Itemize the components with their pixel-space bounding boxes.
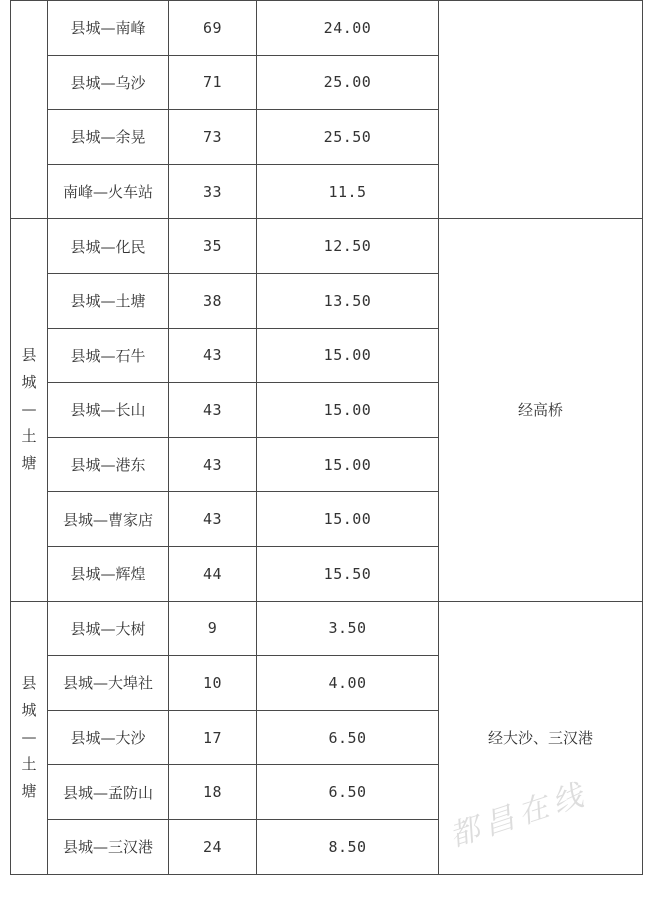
group-label-char: 塘: [21, 454, 37, 473]
group-label-char: —: [21, 400, 37, 419]
fare-cell: 15.00: [257, 437, 439, 492]
route-cell: 县城—化民: [48, 219, 169, 274]
fare-cell: 15.00: [257, 492, 439, 547]
route-note-cell: [439, 1, 643, 219]
distance-cell: 17: [169, 710, 257, 765]
group-label-cell: [11, 601, 48, 874]
distance-cell: 43: [169, 383, 257, 438]
route-cell: 县城—大埠社: [48, 656, 169, 711]
group-label-char: 城: [21, 701, 37, 720]
route-cell: 县城—曹家店: [48, 492, 169, 547]
group-label-cell: [11, 1, 48, 219]
route-note-cell: 经大沙、三汉港: [439, 601, 643, 874]
route-cell: 县城—孟防山: [48, 765, 169, 820]
fare-cell: 25.50: [257, 110, 439, 165]
group-label-char: 县: [21, 674, 37, 693]
route-cell: 县城—乌沙: [48, 55, 169, 110]
table-row: [11, 601, 643, 656]
fare-cell: 3.50: [257, 601, 439, 656]
group-label-char: 县: [21, 346, 37, 365]
route-note-cell: 经高桥: [439, 219, 643, 601]
group-label-char: 土: [21, 755, 37, 774]
fare-cell: 15.00: [257, 328, 439, 383]
route-cell: 县城—土塘: [48, 273, 169, 328]
group-label-char: 城: [21, 373, 37, 392]
distance-cell: 69: [169, 1, 257, 56]
fare-cell: 8.50: [257, 819, 439, 874]
distance-cell: 44: [169, 546, 257, 601]
distance-cell: 33: [169, 164, 257, 219]
route-cell: 县城—大树: [48, 601, 169, 656]
fare-cell: 12.50: [257, 219, 439, 274]
distance-cell: 43: [169, 437, 257, 492]
distance-cell: 73: [169, 110, 257, 165]
group-label: [21, 336, 37, 483]
fare-table: [10, 0, 643, 875]
fare-cell: 24.00: [257, 1, 439, 56]
group-label-char: 塘: [21, 782, 37, 801]
table-row: [11, 219, 643, 274]
route-cell: 县城—港东: [48, 437, 169, 492]
fare-cell: 15.50: [257, 546, 439, 601]
route-cell: 县城—三汉港: [48, 819, 169, 874]
fare-cell: 6.50: [257, 710, 439, 765]
route-cell: 县城—南峰: [48, 1, 169, 56]
group-label-char: —: [21, 728, 37, 747]
route-cell: 南峰—火车站: [48, 164, 169, 219]
route-cell: 县城—大沙: [48, 710, 169, 765]
fare-cell: 15.00: [257, 383, 439, 438]
distance-cell: 43: [169, 328, 257, 383]
fare-table-body: [11, 1, 643, 875]
fare-cell: 13.50: [257, 273, 439, 328]
distance-cell: 71: [169, 55, 257, 110]
fare-cell: 11.5: [257, 164, 439, 219]
distance-cell: 38: [169, 273, 257, 328]
distance-cell: 24: [169, 819, 257, 874]
fare-cell: 25.00: [257, 55, 439, 110]
route-cell: 县城—辉煌: [48, 546, 169, 601]
route-cell: 县城—长山: [48, 383, 169, 438]
distance-cell: 35: [169, 219, 257, 274]
group-label-cell: [11, 219, 48, 601]
table-row: [11, 1, 643, 56]
distance-cell: 18: [169, 765, 257, 820]
route-cell: 县城—石牛: [48, 328, 169, 383]
distance-cell: 43: [169, 492, 257, 547]
fare-cell: 6.50: [257, 765, 439, 820]
fare-cell: 4.00: [257, 656, 439, 711]
distance-cell: 9: [169, 601, 257, 656]
watermark: 都昌在线: [445, 776, 593, 855]
group-label: [21, 664, 37, 811]
distance-cell: 10: [169, 656, 257, 711]
route-cell: 县城—余晃: [48, 110, 169, 165]
group-label-char: 土: [21, 427, 37, 446]
